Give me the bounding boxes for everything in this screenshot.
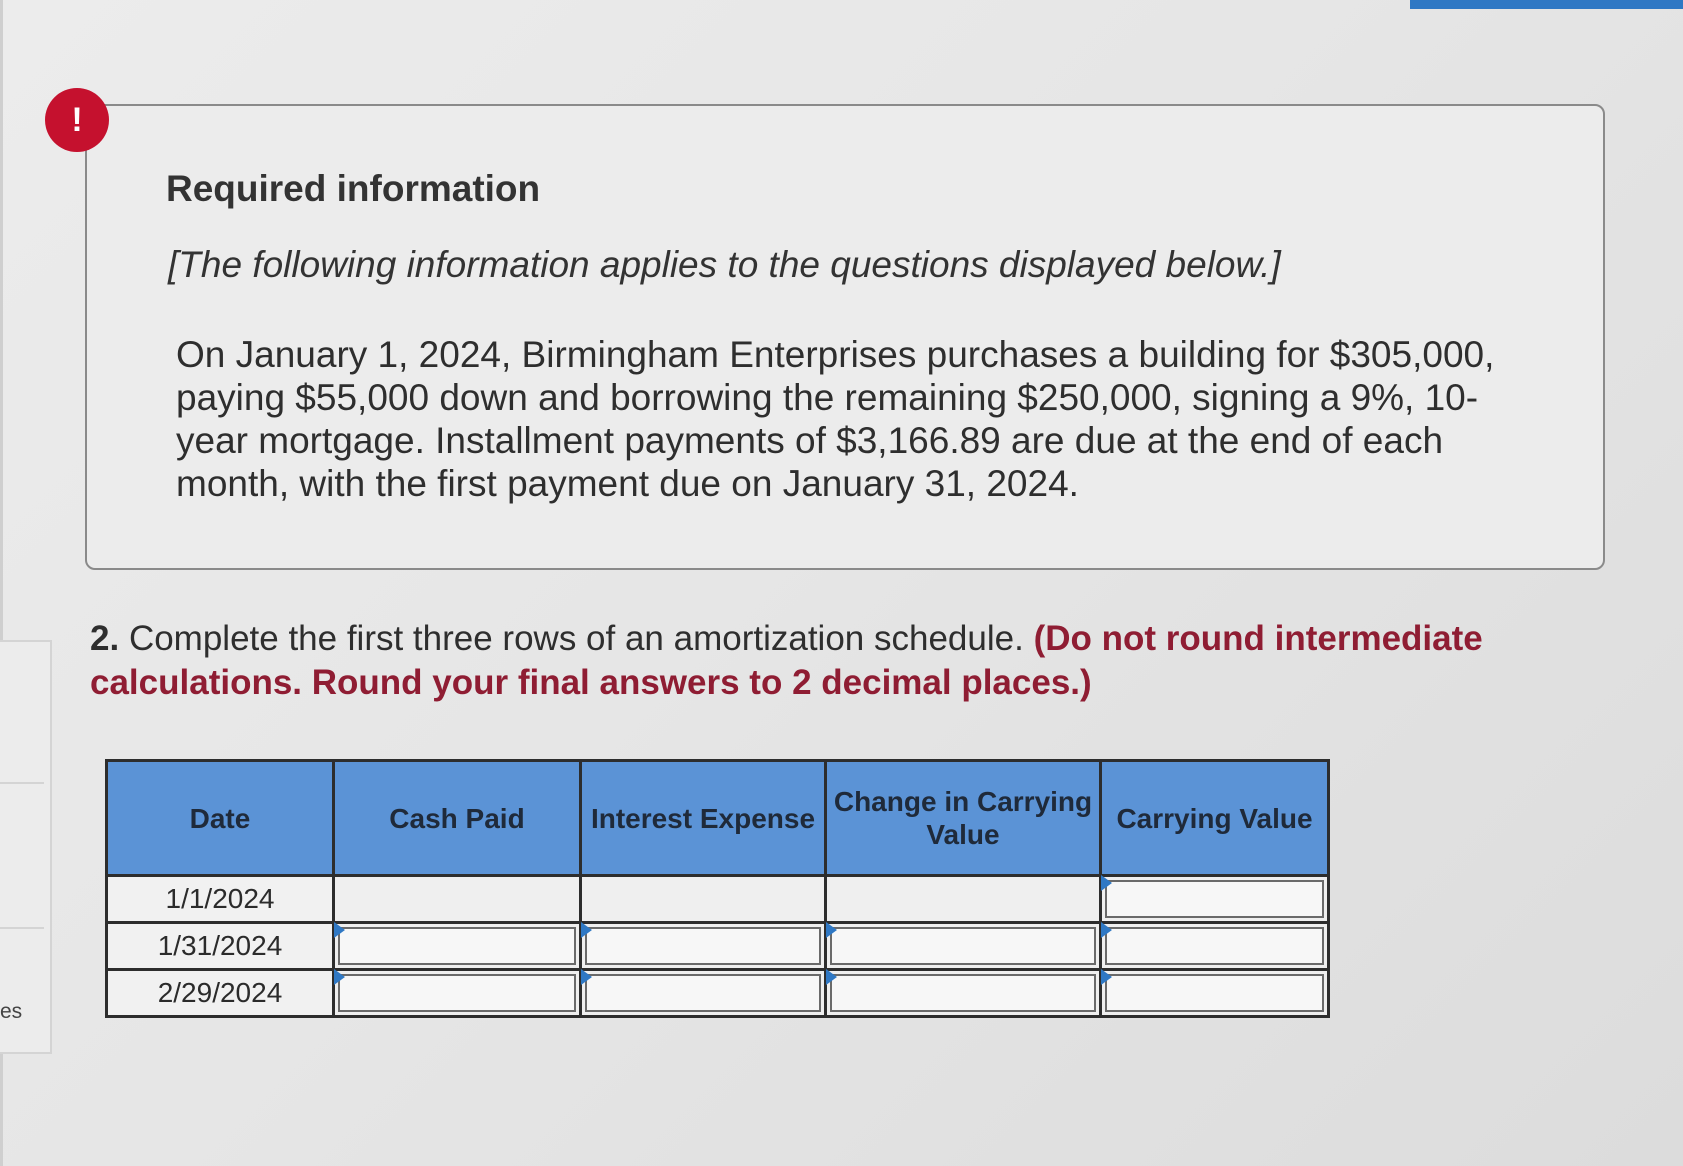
cash-paid-cell[interactable] bbox=[334, 970, 581, 1017]
carrying-value-input[interactable] bbox=[1105, 880, 1324, 918]
alert-icon: ! bbox=[45, 88, 109, 152]
interest-expense-cell[interactable] bbox=[581, 923, 826, 970]
change-in-carrying-value-input[interactable] bbox=[830, 927, 1096, 965]
cash-paid-cell bbox=[334, 876, 581, 923]
carrying-value-cell[interactable] bbox=[1101, 876, 1329, 923]
interest-expense-cell[interactable] bbox=[581, 970, 826, 1017]
row-date: 2/29/2024 bbox=[107, 970, 334, 1017]
interest-expense-cell bbox=[581, 876, 826, 923]
carrying-value-cell[interactable] bbox=[1101, 970, 1329, 1017]
side-panel-label: es bbox=[0, 1000, 23, 1023]
top-accent-bar bbox=[1410, 0, 1683, 9]
input-marker-icon bbox=[1101, 969, 1112, 985]
interest-expense-input[interactable] bbox=[585, 927, 821, 965]
interest-expense-input[interactable] bbox=[585, 974, 821, 1012]
left-side-panel bbox=[0, 640, 52, 1054]
info-body: On January 1, 2024, Birmingham Enterprises purchases a building for $305,000, paying $55,000 down and borrowing the remaining $250,000, signing a 9%, 10-year mortgage. Installment payments of $3,166.89 are due at the end of each month, with the first payment due on January 31, 2024. bbox=[176, 334, 1495, 504]
carrying-value-input[interactable] bbox=[1105, 974, 1324, 1012]
input-marker-icon bbox=[334, 969, 345, 985]
row-date: 1/31/2024 bbox=[107, 923, 334, 970]
table-row bbox=[107, 923, 1329, 970]
change-in-carrying-value-input[interactable] bbox=[830, 974, 1096, 1012]
carrying-value-input[interactable] bbox=[1105, 927, 1324, 965]
cash-paid-input[interactable] bbox=[338, 974, 576, 1012]
side-panel-divider bbox=[0, 782, 44, 784]
header-date: Date bbox=[107, 761, 334, 876]
question-text: Complete the first three rows of an amortization schedule. bbox=[128, 619, 1024, 658]
input-marker-icon bbox=[1101, 922, 1112, 938]
cash-paid-cell[interactable] bbox=[334, 923, 581, 970]
info-title: Required information bbox=[166, 168, 541, 209]
carrying-value-cell[interactable] bbox=[1101, 923, 1329, 970]
header-change-in-carrying-value: Change in Carrying Value bbox=[826, 761, 1101, 876]
row-date: 1/1/2024 bbox=[107, 876, 334, 923]
table-row bbox=[107, 876, 1329, 923]
info-note: [The following information applies to the questions displayed below.] bbox=[168, 244, 1281, 285]
table-row bbox=[107, 970, 1329, 1017]
input-marker-icon bbox=[826, 922, 837, 938]
change-in-carrying-value-cell[interactable] bbox=[826, 923, 1101, 970]
side-panel-divider bbox=[0, 927, 44, 929]
header-carrying-value: Carrying Value bbox=[1101, 761, 1329, 876]
header-cash-paid: Cash Paid bbox=[334, 761, 581, 876]
question-prompt bbox=[90, 617, 1590, 705]
input-marker-icon bbox=[1101, 875, 1112, 891]
input-marker-icon bbox=[826, 969, 837, 985]
question-number: 2. bbox=[90, 619, 120, 658]
change-in-carrying-value-cell bbox=[826, 876, 1101, 923]
cash-paid-input[interactable] bbox=[338, 927, 576, 965]
table-header-row bbox=[107, 761, 1329, 876]
input-marker-icon bbox=[581, 922, 592, 938]
change-in-carrying-value-cell[interactable] bbox=[826, 970, 1101, 1017]
header-interest-expense: Interest Expense bbox=[581, 761, 826, 876]
amortization-schedule-table bbox=[105, 759, 1330, 1018]
input-marker-icon bbox=[581, 969, 592, 985]
question-instruction: (Do not round intermediate calculations. Round your final answers to 2 decimal places.) bbox=[90, 619, 1483, 702]
input-marker-icon bbox=[334, 922, 345, 938]
